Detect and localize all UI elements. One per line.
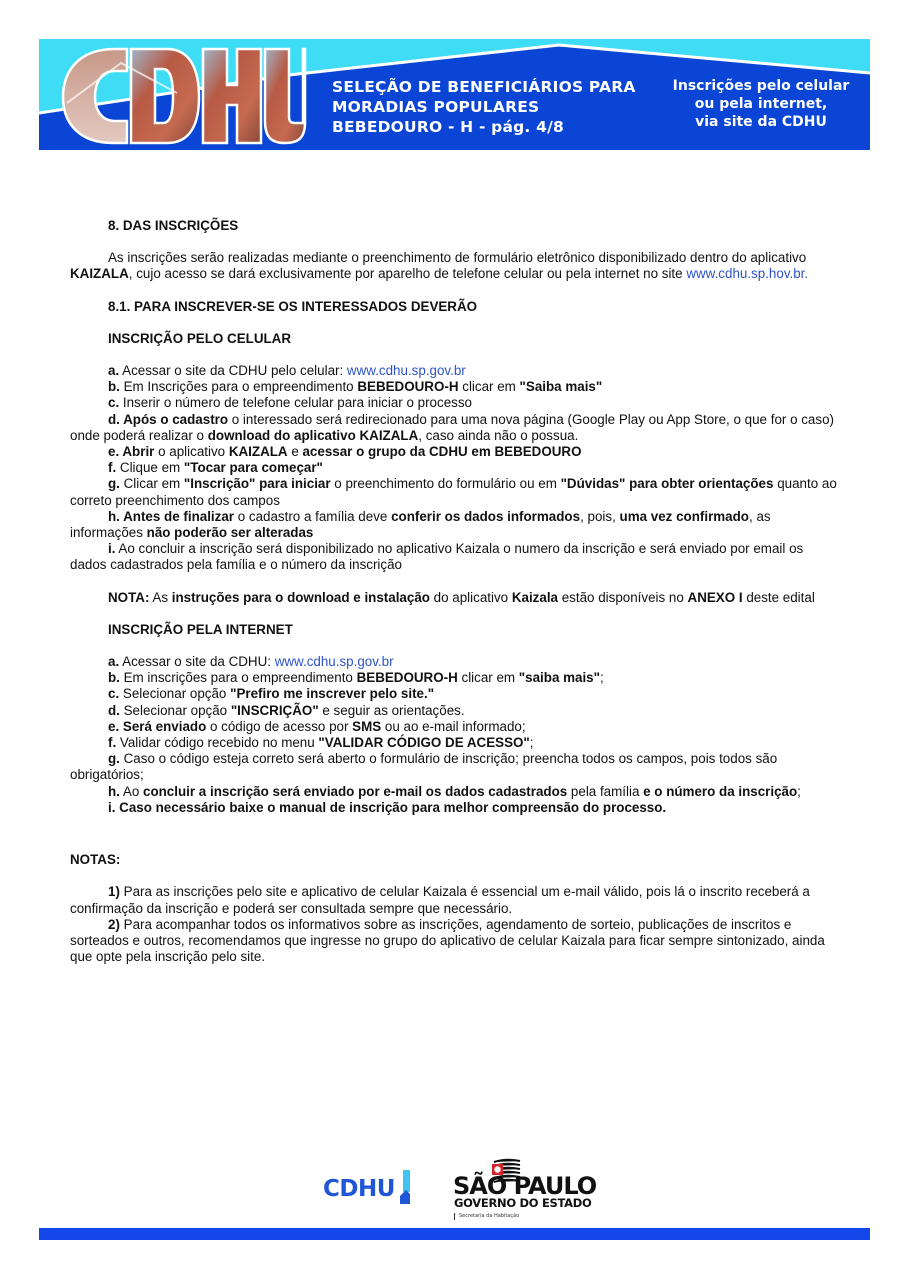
governo-do-estado-text: GOVERNO DO ESTADO [454,1196,592,1210]
sao-paulo-logo-text: SÃO PAULO [453,1172,597,1200]
internet-step-b [70,670,842,686]
step-text: quanto ao correto preenchimento dos campos [70,476,837,508]
step-text: Em inscrições para o empreendimento [119,670,357,686]
banner-subtitle-line-1: Inscrições pelo celular [672,78,850,94]
step-bold: "VALIDAR CÓDIGO DE ACESSO" [318,735,530,751]
step-text: Acessar o site da CDHU pelo celular: [119,363,347,379]
banner-title-line-3: BEBEDOURO - H - pág. 4/8 [332,118,564,136]
step-bold: conferir os dados informados [391,508,581,524]
banner-title-line-1: SELEÇÃO DE BENEFICIÁRIOS PARA [332,78,636,96]
step-text: ; [797,783,801,799]
step-text: , as informações [70,508,771,541]
step-text: o cadastro a família deve [234,508,392,524]
step-bold: "Saiba mais" [519,379,603,395]
step-text: o interessado será redirecionado para uma nova página (Google Play ou App Store, o que for o caso) onde poderá realizar o [70,411,834,443]
step-bold: download do aplicativo KAIZALA [207,427,419,443]
nota-number: 1) [108,884,120,900]
subsection-title: 8.1. PARA INSCREVER-SE OS INTERESSADOS DEVERÃO [108,298,478,314]
step-bold: e o número da inscrição [643,783,798,799]
celular-step-e [70,444,842,460]
internet-heading: INSCRIÇÃO PELA INTERNET [108,621,293,637]
step-text: o aplicativo [154,444,229,460]
intro-text-2: , cujo acesso se dará exclusivamente por aparelho de telefone celular ou pela internet no site [128,266,687,282]
nota-bold: ANEXO I [687,589,743,605]
nota-text: do aplicativo [429,589,512,605]
step-text: e seguir as orientações. [318,702,465,718]
cdhu-footer-logo: CDHU [323,1176,395,1202]
step-label: b. [108,670,120,686]
internet-step-e [70,719,842,735]
step-bold: i. Caso necessário baixe o manual de inscrição para melhor compreensão do processo. [108,799,667,815]
celular-heading: INSCRIÇÃO PELO CELULAR [108,330,292,346]
step-text: Validar código recebido no menu [116,735,319,751]
step-bold: "saiba mais" [518,670,600,686]
step-text: Acessar o site da CDHU: [119,654,275,670]
step-text: ; [529,735,534,751]
step-text: Clicar em [119,476,184,492]
step-label: h. Antes de finalizar [108,508,234,524]
nota-number: 2) [108,916,120,932]
cdhu-logo-photo [57,43,307,147]
nota-text: deste edital [742,589,815,605]
secretaria-text: Secretaria da Habitação [454,1213,519,1220]
notas-heading [70,852,842,868]
nota-text: estão disponíveis no [558,589,688,605]
step-text: e [287,444,303,460]
step-label: a. [108,654,120,670]
cdhu-mark-icon [400,1170,410,1204]
cdhu-site-link[interactable]: www.cdhu.sp.gov.br [346,363,466,379]
step-text: Selecionar opção [119,702,231,718]
celular-step-b [70,379,842,395]
celular-step-g [70,476,842,508]
nota-text: As [149,589,172,605]
step-bold: não poderão ser alteradas [146,525,314,541]
footer-bar [39,1228,870,1240]
step-text: ; [599,670,604,686]
step-label: h. [108,783,120,799]
internet-step-h [70,784,842,800]
nota-bold: Kaizala [511,589,558,605]
step-text: Ao [119,783,143,799]
section-title: 8. DAS INSCRIÇÕES [108,218,239,233]
site-link[interactable]: www.cdhu.sp.hov.br. [686,266,809,282]
internet-step-f [70,735,842,751]
celular-step-h [70,509,842,541]
step-bold: "Dúvidas" para obter orientações [560,476,774,492]
step-bold: "INSCRIÇÃO" [230,702,319,718]
step-bold: "Tocar para começar" [183,460,323,476]
step-label: f. [108,460,117,476]
celular-step-f [70,460,842,476]
step-bold: acessar o grupo da CDHU em BEBEDOURO [302,444,582,460]
step-label: e. Será enviado [108,718,207,734]
step-text: o código de acesso por [206,718,353,734]
banner-subtitle-line-2: ou pela internet, [694,96,828,112]
step-label: g. [108,751,120,767]
step-bold: uma vez confirmado [619,508,749,524]
step-label: d. Após o cadastro [108,411,229,427]
nota-text: Para acompanhar todos os informativos sobre as inscrições, agendamento de sorteio, publicações de inscritos e sorteados e outros, recomendamos que ingresse no grupo do aplicativo de celular Kaizala para ficar sempre sintonizado, ainda que opte pela inscrição pelo site. [70,916,825,965]
step-label: i. [108,541,116,557]
step-bold: concluir a inscrição será enviado por e-mail os dados cadastrados [143,783,568,799]
step-text: Ao concluir a inscrição será disponibilizado no aplicativo Kaizala o numero da inscrição e será enviado por email os dados cadastrados pela família e o número da inscrição [70,541,804,573]
celular-step-i [70,541,842,573]
banner-title [332,77,636,137]
step-bold: KAIZALA [228,444,288,460]
step-text: o preenchimento do formulário ou em [330,476,561,492]
step-label: a. [108,363,120,379]
internet-step-a [70,654,842,670]
step-label: f. [108,735,117,751]
step-bold: "Inscrição" para iniciar [183,476,331,492]
step-text: clicar em [458,379,520,395]
step-label: c. [108,686,120,702]
step-label: b. [108,379,120,395]
step-text: Selecionar opção [119,686,231,702]
internet-step-g [70,751,842,783]
step-text: , caso ainda não o possua. [418,427,579,443]
banner-subtitle-line-3: via site da CDHU [695,114,827,130]
internet-step-i [70,800,842,816]
nota-bold: instruções para o download e instalação [171,589,430,605]
step-label: e. Abrir [108,444,155,460]
internet-step-c [70,686,842,702]
cdhu-site-link[interactable]: www.cdhu.sp.gov.br [274,654,394,670]
nota-1 [70,884,842,916]
header-banner [39,39,870,150]
celular-step-d [70,412,842,444]
celular-step-a [70,363,842,379]
intro-bold: KAIZALA [70,266,129,282]
step-text: pela família [567,783,644,799]
step-label: g. [108,476,120,492]
step-bold: BEBEDOURO-H [356,670,458,686]
nota-label: NOTA: [108,589,150,605]
internet-step-d [70,703,842,719]
step-text: Em Inscrições para o empreendimento [119,379,358,395]
notas-heading-text: NOTAS: [70,852,121,868]
step-bold: "Prefiro me inscrever pelo site." [230,686,435,702]
banner-title-line-2: MORADIAS POPULARES [332,98,540,116]
step-text: ou ao e-mail informado; [381,718,526,734]
celular-step-c [70,395,842,411]
step-text: Inserir o número de telefone celular para iniciar o processo [119,395,472,411]
step-label: d. [108,702,120,718]
nota-2 [70,917,842,966]
nota-text: Para as inscrições pelo site e aplicativo de celular Kaizala é essencial um e-mail válido, pois lá o inscrito receberá a confirmação da inscrição e poderá ser consultada sempre que necessário. [70,884,810,916]
step-text: Caso o código esteja correto será aberto o formulário de inscrição; preencha todos os campos, pois todos são obrigatórios; [70,751,778,783]
celular-nota [70,590,842,606]
document-body [70,218,842,965]
intro-text: As inscrições serão realizadas mediante o preenchimento de formulário eletrônico disponibilizado dentro do aplicativo [108,250,807,266]
step-bold: BEBEDOURO-H [357,379,459,395]
step-text: clicar em [457,670,519,686]
step-bold: SMS [352,718,382,734]
step-text: , pois, [580,508,620,524]
banner-subtitle [661,77,861,131]
step-text: Clique em [116,460,184,476]
footer-logos [320,1158,600,1226]
step-label: c. [108,395,120,411]
intro-paragraph [70,250,842,282]
